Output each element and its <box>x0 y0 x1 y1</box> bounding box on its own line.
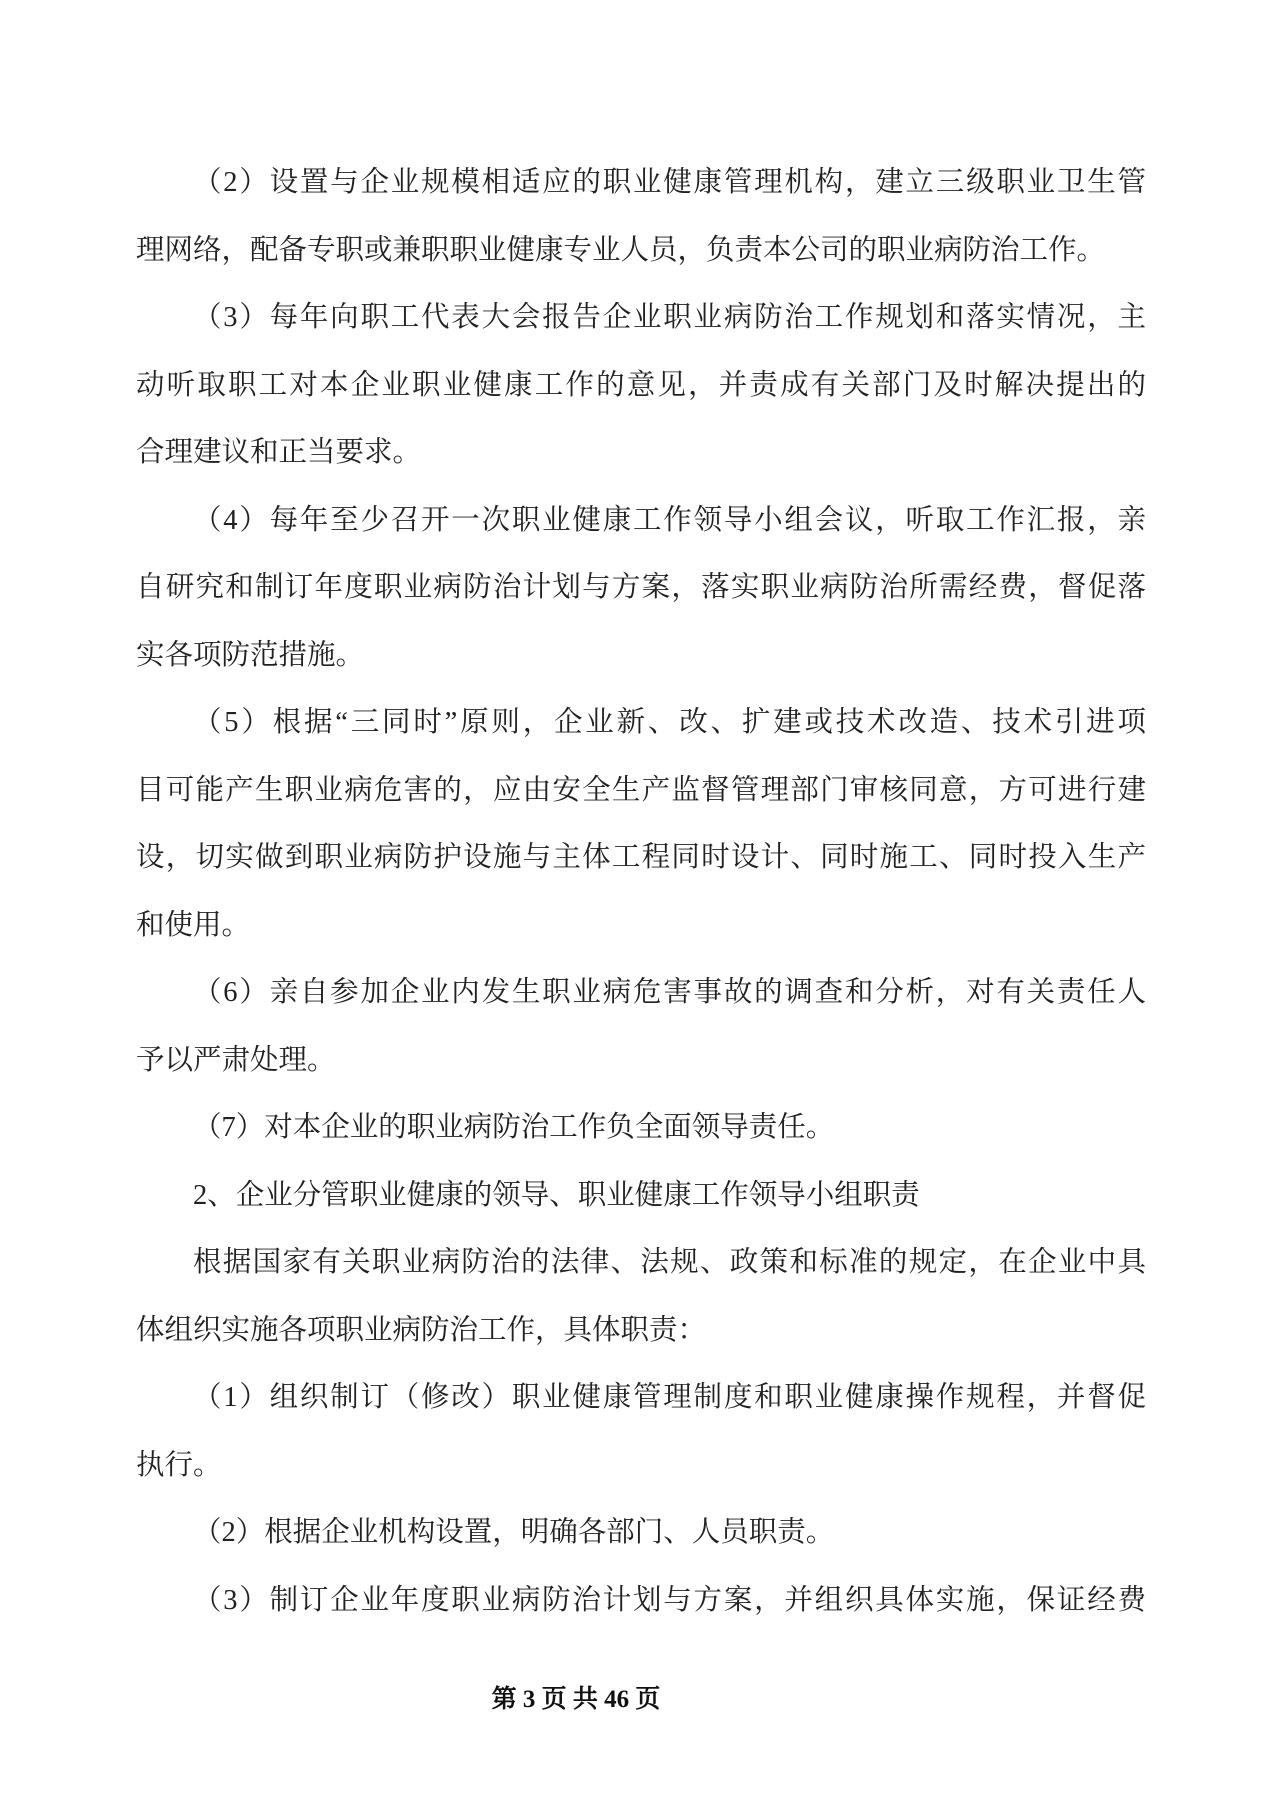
text-line: （5）根据“三同时”原则，企业新、改、扩建或技术改造、技术引进项 <box>193 707 1146 738</box>
text-line: （4）每年至少召开一次职业健康工作领导小组会议，听取工作汇报，亲 <box>193 504 1146 536</box>
text-line: （3）每年向职工代表大会报告企业职业病防治工作规划和落实情况，主 <box>193 302 1146 333</box>
text-line: （2）设置与企业规模相适应的职业健康管理机构，建立三级职业卫生管 <box>193 167 1146 198</box>
text-line: 和使用。 <box>136 909 251 941</box>
text-line: 设，切实做到职业病防护设施与主体工程同时设计、同时施工、同时投入生产 <box>136 842 1146 873</box>
text-line: （3）制订企业年度职业病防治计划与方案，并组织具体实施，保证经费 <box>193 1584 1146 1616</box>
text-line: （6）亲自参加企业内发生职业病危害事故的调查和分析，对有关责任人 <box>193 977 1146 1008</box>
text-line: 自研究和制订年度职业病防治计划与方案，落实职业病防治所需经费，督促落 <box>136 572 1146 603</box>
text-line: 目可能产生职业病危害的，应由安全生产监督管理部门审核同意，方可进行建 <box>136 774 1146 806</box>
text-line: 合理建议和正当要求。 <box>136 437 422 468</box>
text-line: 动听取职工对本企业职业健康工作的意见，并责成有关部门及时解决提出的 <box>136 369 1146 401</box>
text-line: 体组织实施各项职业病防治工作，具体职责： <box>136 1314 707 1346</box>
page-footer <box>0 1686 1152 1714</box>
text-line: 实各项防范措施。 <box>136 639 365 671</box>
text-line: 执行。 <box>136 1449 222 1481</box>
text-line: （7）对本企业的职业病防治工作负全面领导责任。 <box>193 1112 835 1143</box>
document-body <box>136 149 1146 1634</box>
text-line: 2、企业分管职业健康的领导、职业健康工作领导小组职责 <box>193 1179 920 1211</box>
text-line: 根据国家有关职业病防治的法律、法规、政策和标准的规定，在企业中具 <box>193 1247 1146 1278</box>
text-line: （1）组织制订（修改）职业健康管理制度和职业健康操作规程，并督促 <box>193 1382 1146 1413</box>
page-footer-text: 第 3 页 共 46 页 <box>491 1686 661 1713</box>
text-line: （2）根据企业机构设置，明确各部门、人员职责。 <box>193 1517 835 1548</box>
text-line: 理网络，配备专职或兼职职业健康专业人员，负责本公司的职业病防治工作。 <box>136 234 1106 266</box>
text-line: 予以严肃处理。 <box>136 1044 336 1076</box>
